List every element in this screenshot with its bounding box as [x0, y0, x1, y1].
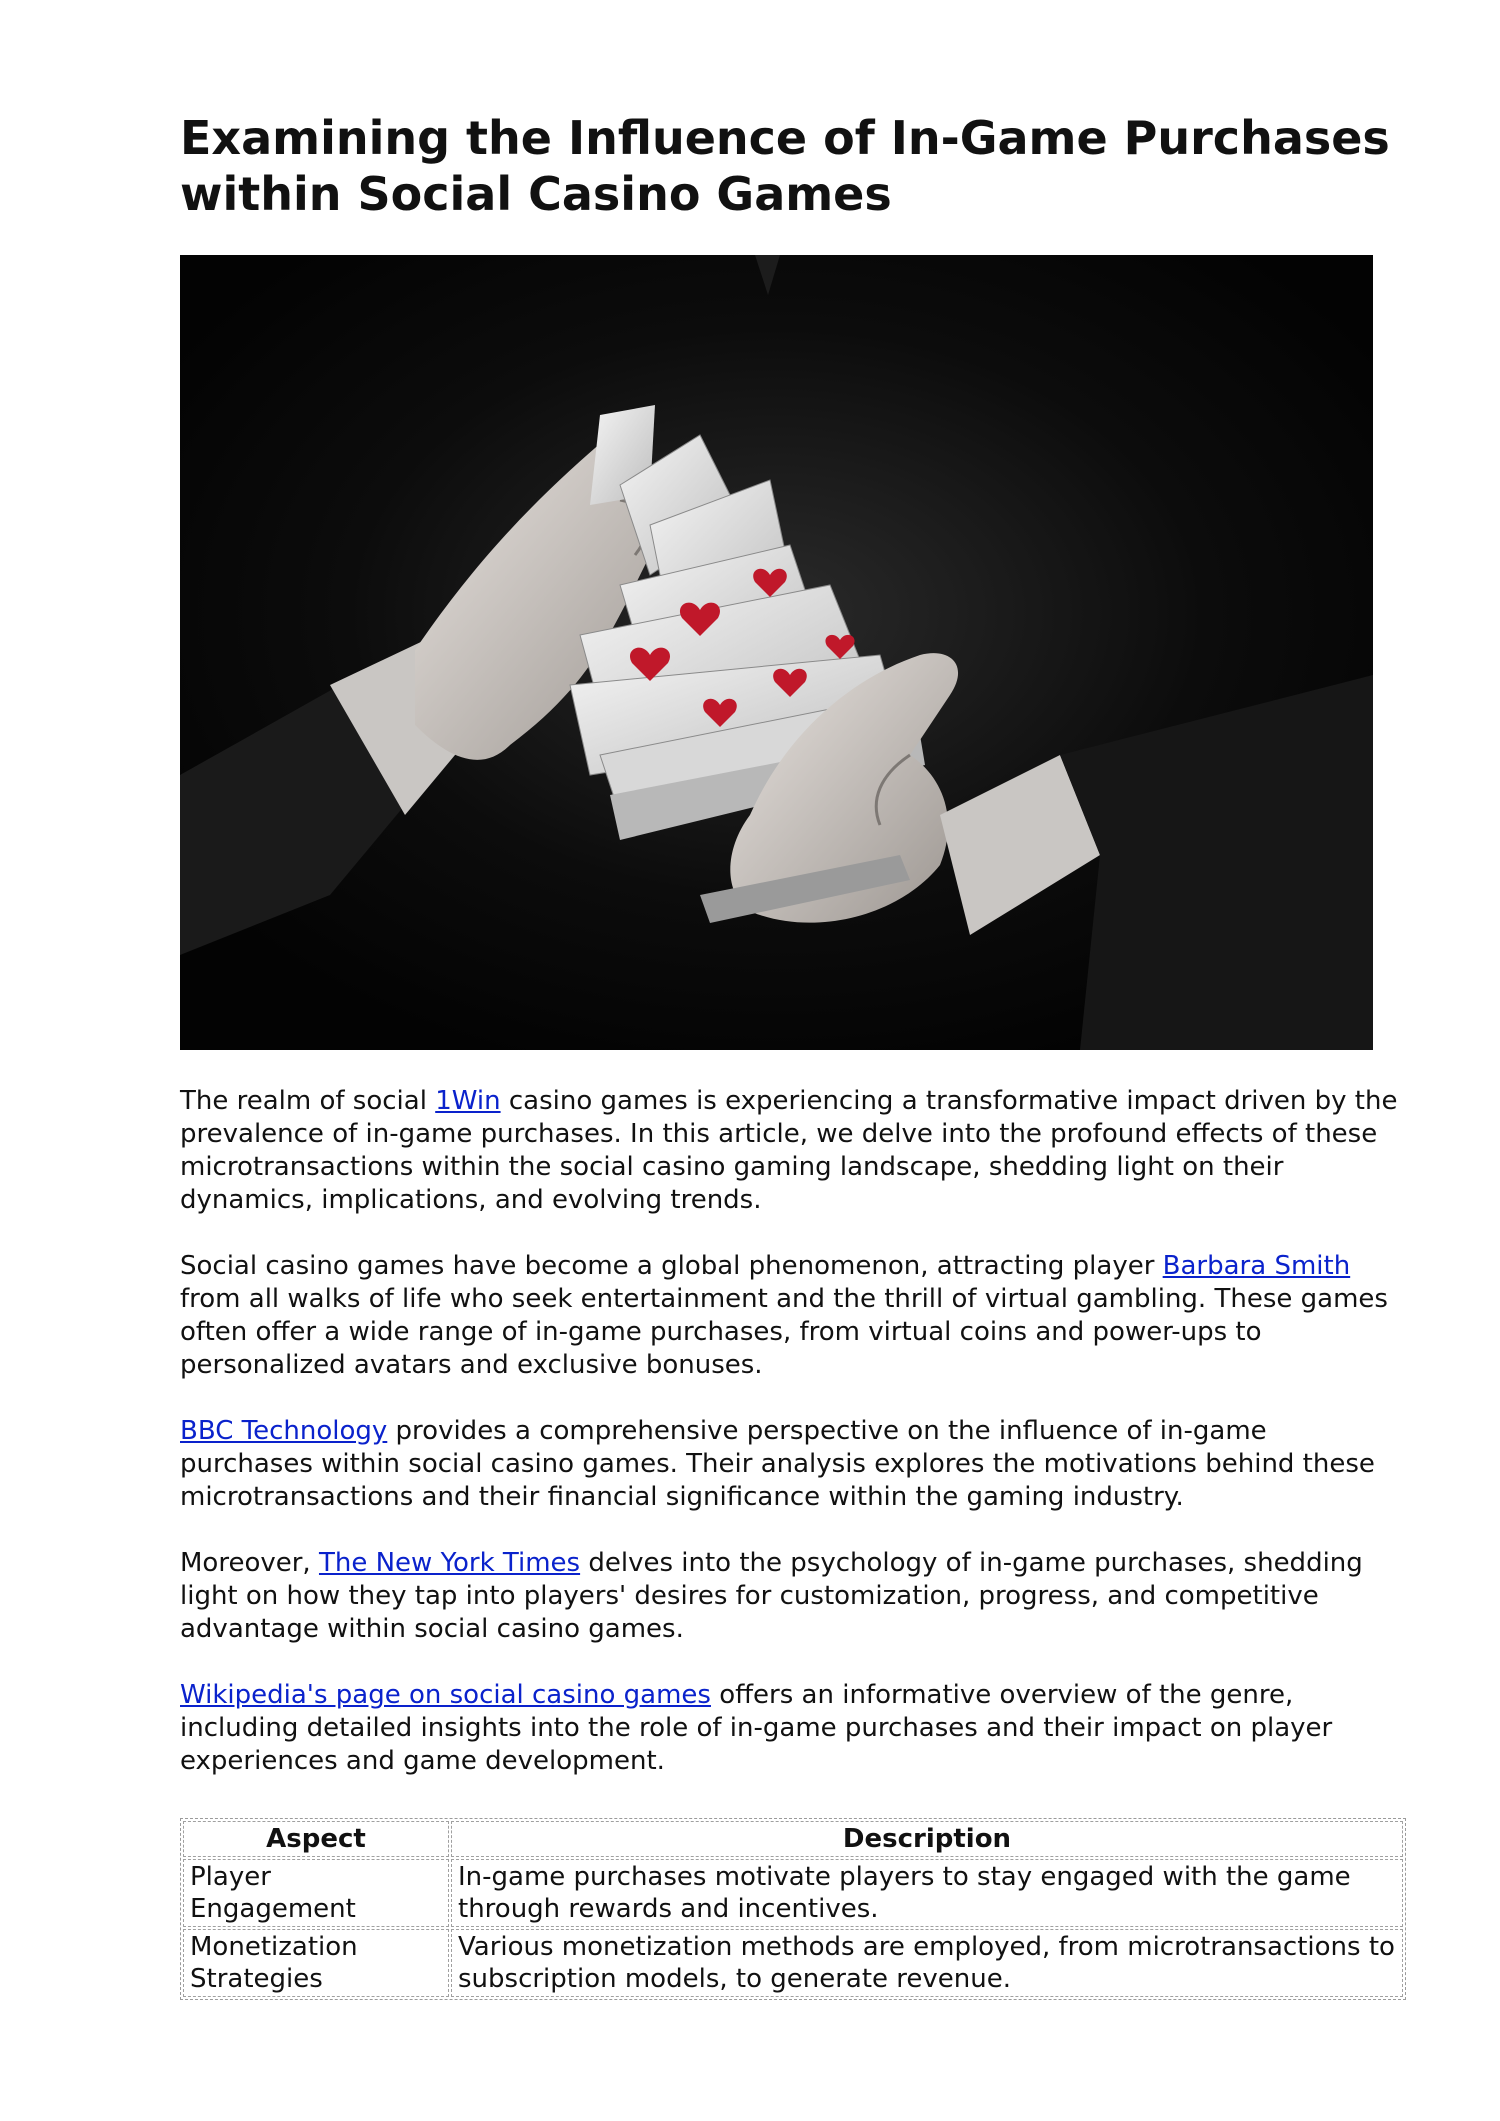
header-description: Description: [451, 1821, 1403, 1857]
table-row: [183, 1859, 1403, 1927]
cell-aspect: Player Engagement: [183, 1859, 449, 1927]
aspects-table: [180, 1818, 1406, 2000]
header-aspect: Aspect: [183, 1821, 449, 1857]
cell-description: Various monetization methods are employed, from microtransactions to subscription models, to generate revenue.: [451, 1929, 1403, 1997]
table-row: [183, 1929, 1403, 1997]
link-1win[interactable]: 1Win: [435, 1086, 501, 1116]
link-bbc-technology[interactable]: BBC Technology: [180, 1416, 388, 1446]
cell-aspect: Monetization Strategies: [183, 1929, 449, 1997]
cell-description: In-game purchases motivate players to stay engaged with the game through rewards and incentives.: [451, 1859, 1403, 1927]
link-wikipedia-social-casino[interactable]: Wikipedia's page on social casino games: [180, 1680, 711, 1710]
paragraph-intro: The realm of social 1Win casino games is experiencing a transformative impact driven by the prevalence of in-game purchases. In this article, we delve into the profound effects of these microtransactions within the social casino gaming landscape, shedding light on their dynamics, implications, and evolving trends.: [180, 1086, 1398, 1215]
table-header-row: [183, 1821, 1403, 1857]
article-body: [180, 1085, 1405, 1811]
link-new-york-times[interactable]: The New York Times: [318, 1548, 581, 1578]
article-title: Examining the Influence of In-Game Purchases within Social Casino Games: [180, 111, 1390, 221]
paragraph-phenomenon: Social casino games have become a global phenomenon, attracting player Barbara Smith from all walks of life who seek entertainment and the thrill of virtual gambling. These games often offer a wide range of in-game purchases, from virtual coins and power-ups to personalized avatars and exclusive bonuses.: [180, 1251, 1388, 1380]
card-shuffle-illustration: [180, 255, 1373, 1050]
paragraph-wikipedia: Wikipedia's page on social casino games offers an informative overview of the genre, including detailed insights into the role of in-game purchases and their impact on player experiences and game development.: [180, 1680, 1333, 1776]
hero-image-hands-shuffling-cards: [180, 255, 1373, 1050]
link-barbara-smith[interactable]: Barbara Smith: [1162, 1251, 1351, 1281]
paragraph-bbc: BBC Technology provides a comprehensive perspective on the influence of in-game purchases within social casino games. Their analysis explores the motivations behind these microtransactions and their financial significance within the gaming industry.: [180, 1416, 1375, 1512]
paragraph-nyt: Moreover, The New York Times delves into the psychology of in-game purchases, shedding light on how they tap into players' desires for customization, progress, and competitive advantage within social casino games.: [180, 1548, 1363, 1644]
